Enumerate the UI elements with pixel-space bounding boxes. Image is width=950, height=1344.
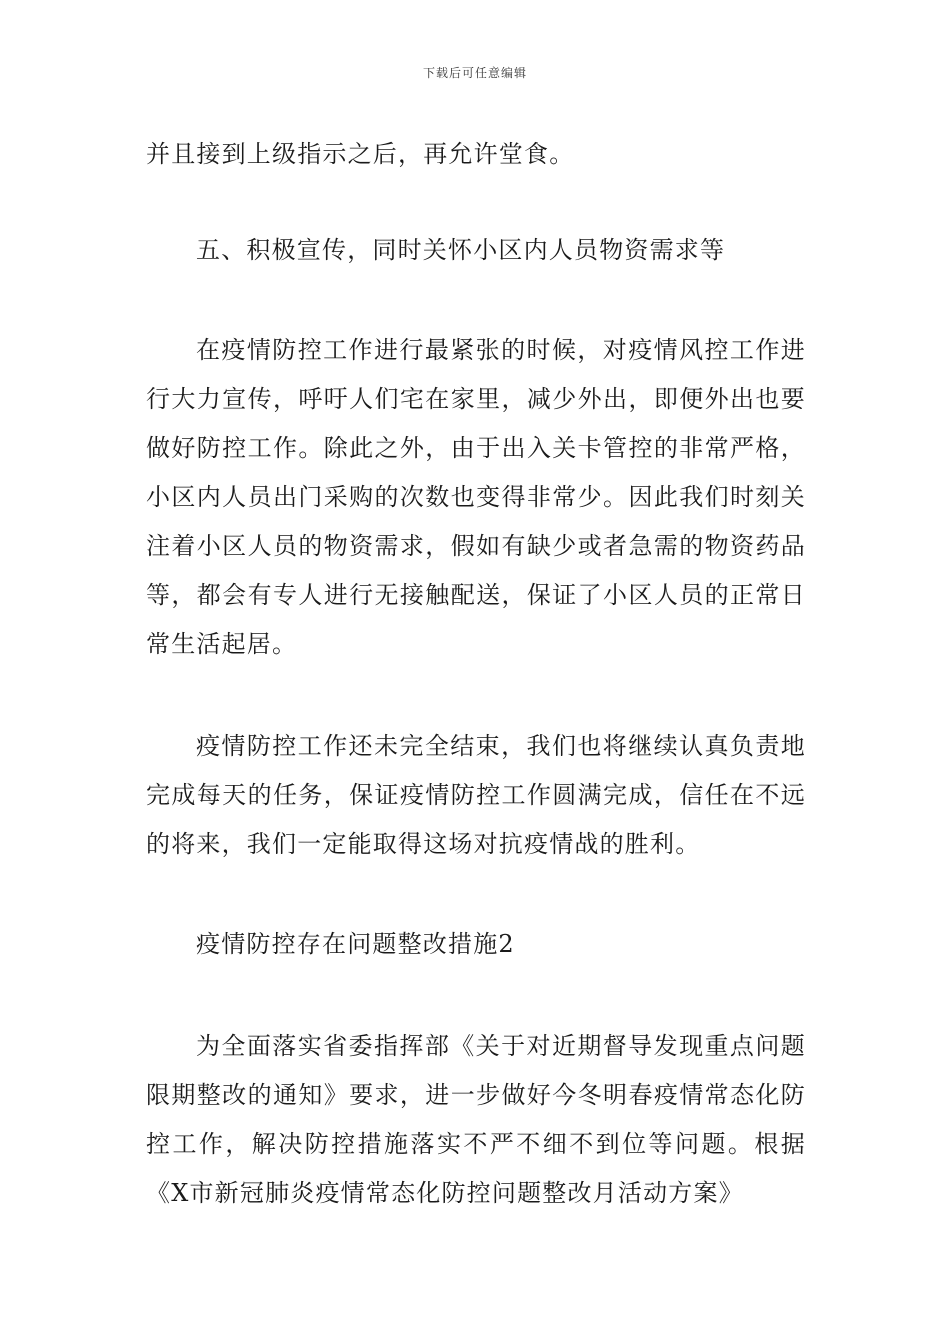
paragraph-publicity — [146, 326, 806, 669]
continued-line-text: 并且接到上级指示之后，再允许堂食。 — [146, 140, 575, 168]
header-note: 下载后可任意编辑 — [422, 66, 527, 80]
paragraph-measures-intro-text: 为全面落实省委指挥部《关于对近期督导发现重点问题限期整改的通知》要求，进一步做好今冬明春疫情常态化防控工作，解决防控措施落实不严不细不到位等问题。根据《X市新冠肺炎疫情常态化防控问题整改月活动方案》 — [146, 1032, 806, 1207]
section-five-heading-text: 五、积极宣传，同时关怀小区内人员物资需求等 — [196, 236, 726, 264]
paragraph-measures-intro — [146, 1022, 806, 1218]
measures-2-heading-text: 疫情防控存在问题整改措施2 — [196, 930, 515, 958]
continued-line — [146, 130, 806, 179]
measures-2-heading — [146, 920, 806, 969]
paragraph-publicity-text: 在疫情防控工作进行最紧张的时候，对疫情风控工作进行大力宣传，呼吁人们宅在家里，减少外出，即便外出也要做好防控工作。除此之外，由于出入关卡管控的非常严格，小区内人员出门采购的次数也变得非常少。因此我们时刻关注着小区人员的物资需求，假如有缺少或者急需的物资药品等，都会有专人进行无接触配送，保证了小区人员的正常日常生活起居。 — [146, 336, 806, 658]
paragraph-conclusion-text: 疫情防控工作还未完全结束，我们也将继续认真负责地完成每天的任务，保证疫情防控工作圆满完成，信任在不远的将来，我们一定能取得这场对抗疫情战的胜利。 — [146, 732, 806, 858]
section-five-heading — [146, 226, 806, 275]
paragraph-conclusion — [146, 722, 806, 869]
